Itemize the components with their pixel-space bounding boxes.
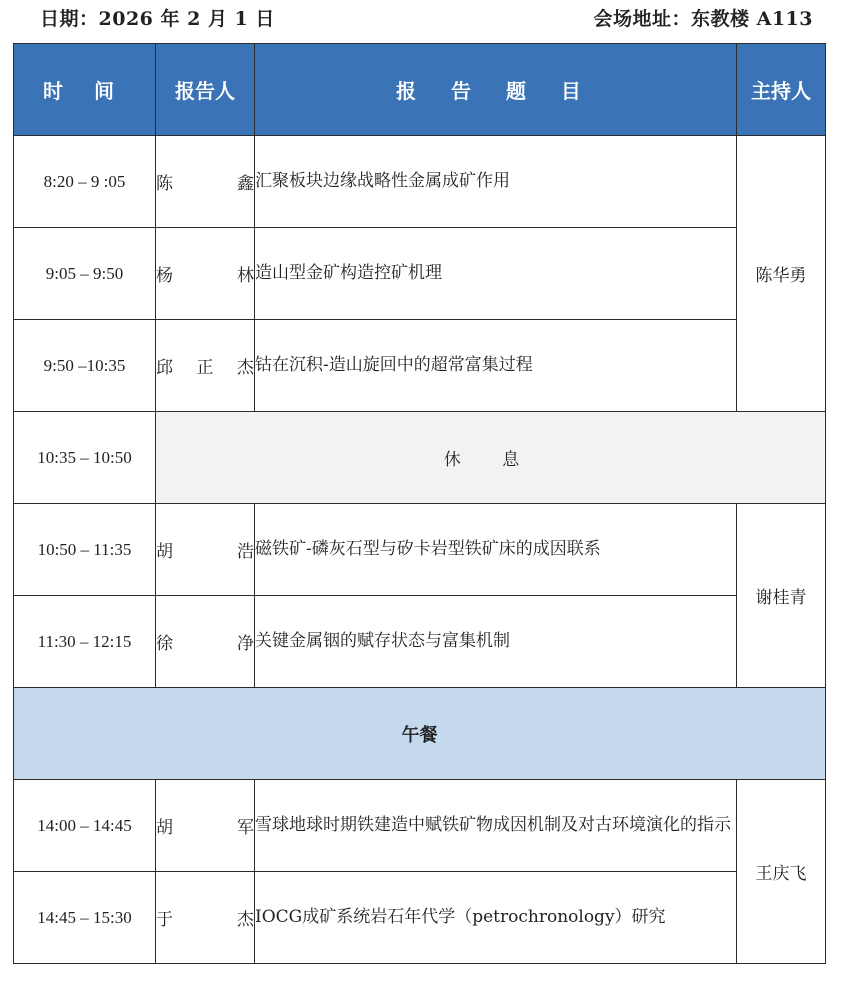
speaker-char: 鑫 — [237, 174, 254, 194]
schedule-table — [13, 43, 826, 964]
table-row — [14, 872, 826, 964]
topic-cell: 汇聚板块边缘战略性金属成矿作用 — [255, 136, 737, 228]
break-cell: 休 息 — [156, 412, 826, 504]
time-cell: 11:30 – 12:15 — [14, 596, 156, 688]
table-row — [14, 504, 826, 596]
speaker-cell — [156, 320, 255, 412]
date-label: 日期：2026 年 2 月 1 日 — [40, 8, 275, 30]
time-cell: 10:35 – 10:50 — [14, 412, 156, 504]
break-row — [14, 412, 826, 504]
speaker-char: 于 — [156, 910, 173, 930]
host-cell: 谢桂青 — [737, 504, 826, 688]
lunch-row — [14, 688, 826, 780]
col-header-topic: 报 告 题 目 — [255, 44, 737, 136]
speaker-cell — [156, 596, 255, 688]
col-header-speaker: 报告人 — [156, 44, 255, 136]
speaker-char: 正 — [196, 358, 214, 378]
speaker-char: 浩 — [237, 542, 254, 562]
time-cell: 14:45 – 15:30 — [14, 872, 156, 964]
time-cell: 14:00 – 14:45 — [14, 780, 156, 872]
speaker-cell — [156, 504, 255, 596]
time-cell: 9:50 –10:35 — [14, 320, 156, 412]
speaker-cell — [156, 136, 255, 228]
lunch-cell: 午餐 — [14, 688, 826, 780]
time-cell: 8:20 – 9 :05 — [14, 136, 156, 228]
topic-cell: 关键金属铟的赋存状态与富集机制 — [255, 596, 737, 688]
speaker-char: 胡 — [156, 542, 173, 562]
venue-label: 会场地址：东教楼 A113 — [593, 8, 813, 30]
speaker-char: 军 — [237, 818, 254, 838]
topic-cell: IOCG成矿系统岩石年代学（petrochronology）研究 — [255, 872, 737, 964]
speaker-char: 徐 — [156, 634, 173, 654]
speaker-char: 林 — [237, 266, 254, 286]
time-cell: 10:50 – 11:35 — [14, 504, 156, 596]
speaker-char: 净 — [237, 634, 254, 654]
header-bar — [0, 0, 865, 34]
speaker-char: 杨 — [156, 266, 173, 286]
topic-cell: 磁铁矿-磷灰石型与矽卡岩型铁矿床的成因联系 — [255, 504, 737, 596]
speaker-char: 陈 — [156, 174, 173, 194]
host-cell: 王庆飞 — [737, 780, 826, 964]
header-row — [14, 44, 826, 136]
time-cell: 9:05 – 9:50 — [14, 228, 156, 320]
topic-cell: 钴在沉积-造山旋回中的超常富集过程 — [255, 320, 737, 412]
topic-cell: 造山型金矿构造控矿机理 — [255, 228, 737, 320]
speaker-char: 杰 — [237, 358, 254, 378]
table-row — [14, 780, 826, 872]
table-row — [14, 136, 826, 228]
speaker-cell — [156, 228, 255, 320]
table-row — [14, 596, 826, 688]
speaker-char: 邱 — [156, 358, 173, 378]
host-cell: 陈华勇 — [737, 136, 826, 412]
speaker-cell — [156, 872, 255, 964]
table-row — [14, 320, 826, 412]
table-row — [14, 228, 826, 320]
col-header-host: 主持人 — [737, 44, 826, 136]
speaker-char: 杰 — [237, 910, 254, 930]
speaker-cell — [156, 780, 255, 872]
col-header-time: 时 间 — [14, 44, 156, 136]
topic-cell: 雪球地球时期铁建造中赋铁矿物成因机制及对古环境演化的指示 — [255, 780, 737, 872]
speaker-char: 胡 — [156, 818, 173, 838]
